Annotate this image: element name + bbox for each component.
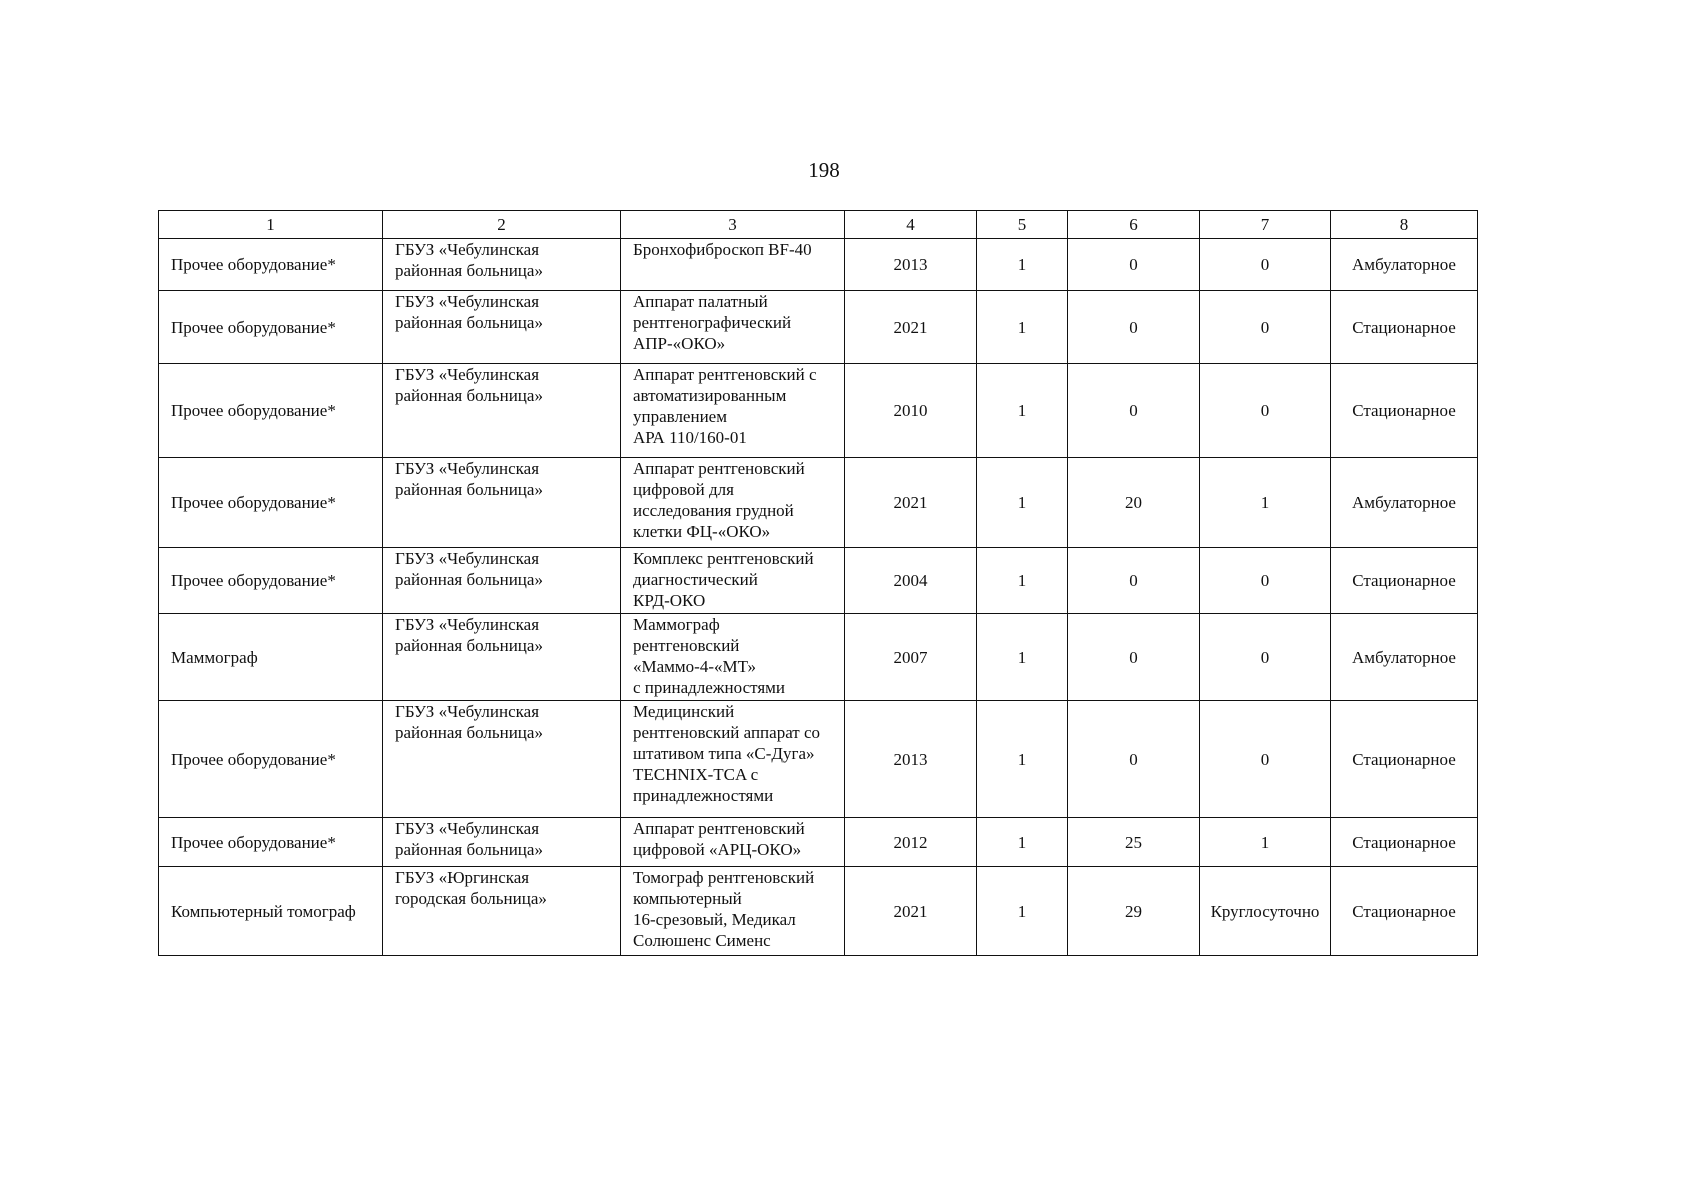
table-row bbox=[159, 364, 1478, 458]
device-name-cell: Томограф рентгеновский компьютерный 16-срезовый, Медикал Солюшенс Сименс bbox=[621, 867, 845, 956]
column-6-cell: 0 bbox=[1068, 291, 1200, 364]
table-row bbox=[159, 458, 1478, 548]
equipment-type-cell: Прочее оборудование* bbox=[159, 458, 383, 548]
equipment-type-cell: Прочее оборудование* bbox=[159, 239, 383, 291]
quantity-cell: 1 bbox=[977, 239, 1068, 291]
year-cell: 2013 bbox=[845, 701, 977, 818]
column-header: 8 bbox=[1331, 211, 1478, 239]
device-name-cell: Аппарат рентгеновский с автоматизированным управлением АРА 110/160-01 bbox=[621, 364, 845, 458]
device-name-cell: Медицинский рентгеновский аппарат со штативом типа «С-Дуга» TECHNIX-TCA с принадлежностями bbox=[621, 701, 845, 818]
device-name-cell: Аппарат палатный рентгенографический АПР-«ОКО» bbox=[621, 291, 845, 364]
column-header: 4 bbox=[845, 211, 977, 239]
organization-cell: ГБУЗ «Чебулинская районная больница» bbox=[383, 818, 621, 867]
column-header: 2 bbox=[383, 211, 621, 239]
year-cell: 2021 bbox=[845, 458, 977, 548]
column-6-cell: 20 bbox=[1068, 458, 1200, 548]
device-name-cell: Маммограф рентгеновский «Маммо-4-«МТ» с принадлежностями bbox=[621, 614, 845, 701]
equipment-type-cell: Прочее оборудование* bbox=[159, 548, 383, 614]
organization-cell: ГБУЗ «Чебулинская районная больница» bbox=[383, 458, 621, 548]
care-mode-cell: Стационарное bbox=[1331, 867, 1478, 956]
column-6-cell: 0 bbox=[1068, 239, 1200, 291]
column-header: 3 bbox=[621, 211, 845, 239]
column-7-cell: 1 bbox=[1200, 458, 1331, 548]
column-7-cell: 0 bbox=[1200, 701, 1331, 818]
year-cell: 2012 bbox=[845, 818, 977, 867]
quantity-cell: 1 bbox=[977, 867, 1068, 956]
table-row bbox=[159, 867, 1478, 956]
column-header: 6 bbox=[1068, 211, 1200, 239]
care-mode-cell: Амбулаторное bbox=[1331, 239, 1478, 291]
equipment-type-cell: Прочее оборудование* bbox=[159, 291, 383, 364]
quantity-cell: 1 bbox=[977, 291, 1068, 364]
column-header: 7 bbox=[1200, 211, 1331, 239]
quantity-cell: 1 bbox=[977, 701, 1068, 818]
table-row bbox=[159, 614, 1478, 701]
organization-cell: ГБУЗ «Чебулинская районная больница» bbox=[383, 291, 621, 364]
quantity-cell: 1 bbox=[977, 818, 1068, 867]
device-name-cell: Комплекс рентгеновский диагностический КРД-ОКО bbox=[621, 548, 845, 614]
care-mode-cell: Стационарное bbox=[1331, 818, 1478, 867]
device-name-cell: Аппарат рентгеновский цифровой для исследования грудной клетки ФЦ-«ОКО» bbox=[621, 458, 845, 548]
year-cell: 2013 bbox=[845, 239, 977, 291]
column-7-cell: 0 bbox=[1200, 548, 1331, 614]
care-mode-cell: Амбулаторное bbox=[1331, 458, 1478, 548]
table-row bbox=[159, 701, 1478, 818]
column-6-cell: 25 bbox=[1068, 818, 1200, 867]
quantity-cell: 1 bbox=[977, 614, 1068, 701]
column-7-cell: 1 bbox=[1200, 818, 1331, 867]
year-cell: 2007 bbox=[845, 614, 977, 701]
quantity-cell: 1 bbox=[977, 548, 1068, 614]
equipment-table bbox=[158, 210, 1478, 956]
organization-cell: ГБУЗ «Чебулинская районная больница» bbox=[383, 701, 621, 818]
column-6-cell: 0 bbox=[1068, 614, 1200, 701]
table-row bbox=[159, 291, 1478, 364]
quantity-cell: 1 bbox=[977, 458, 1068, 548]
column-6-cell: 0 bbox=[1068, 364, 1200, 458]
year-cell: 2004 bbox=[845, 548, 977, 614]
header-row bbox=[159, 211, 1478, 239]
table-row bbox=[159, 818, 1478, 867]
column-header: 1 bbox=[159, 211, 383, 239]
column-7-cell: 0 bbox=[1200, 239, 1331, 291]
column-7-cell: 0 bbox=[1200, 364, 1331, 458]
device-name-cell: Аппарат рентгеновский цифровой «АРЦ-ОКО» bbox=[621, 818, 845, 867]
year-cell: 2010 bbox=[845, 364, 977, 458]
year-cell: 2021 bbox=[845, 867, 977, 956]
column-header: 5 bbox=[977, 211, 1068, 239]
care-mode-cell: Стационарное bbox=[1331, 364, 1478, 458]
column-6-cell: 0 bbox=[1068, 701, 1200, 818]
organization-cell: ГБУЗ «Чебулинская районная больница» bbox=[383, 239, 621, 291]
organization-cell: ГБУЗ «Чебулинская районная больница» bbox=[383, 548, 621, 614]
device-name-cell: Бронхофиброскоп BF-40 bbox=[621, 239, 845, 291]
organization-cell: ГБУЗ «Чебулинская районная больница» bbox=[383, 364, 621, 458]
equipment-type-cell: Прочее оборудование* bbox=[159, 818, 383, 867]
year-cell: 2021 bbox=[845, 291, 977, 364]
table-row bbox=[159, 548, 1478, 614]
care-mode-cell: Стационарное bbox=[1331, 291, 1478, 364]
equipment-type-cell: Прочее оборудование* bbox=[159, 364, 383, 458]
quantity-cell: 1 bbox=[977, 364, 1068, 458]
column-7-cell: Круглосуточно bbox=[1200, 867, 1331, 956]
table-body bbox=[159, 211, 1478, 956]
care-mode-cell: Стационарное bbox=[1331, 701, 1478, 818]
table-row bbox=[159, 239, 1478, 291]
column-6-cell: 29 bbox=[1068, 867, 1200, 956]
column-6-cell: 0 bbox=[1068, 548, 1200, 614]
column-7-cell: 0 bbox=[1200, 291, 1331, 364]
organization-cell: ГБУЗ «Юргинская городская больница» bbox=[383, 867, 621, 956]
equipment-type-cell: Маммограф bbox=[159, 614, 383, 701]
equipment-type-cell: Прочее оборудование* bbox=[159, 701, 383, 818]
care-mode-cell: Амбулаторное bbox=[1331, 614, 1478, 701]
equipment-type-cell: Компьютерный томограф bbox=[159, 867, 383, 956]
care-mode-cell: Стационарное bbox=[1331, 548, 1478, 614]
organization-cell: ГБУЗ «Чебулинская районная больница» bbox=[383, 614, 621, 701]
page-number: 198 bbox=[808, 158, 840, 182]
column-7-cell: 0 bbox=[1200, 614, 1331, 701]
